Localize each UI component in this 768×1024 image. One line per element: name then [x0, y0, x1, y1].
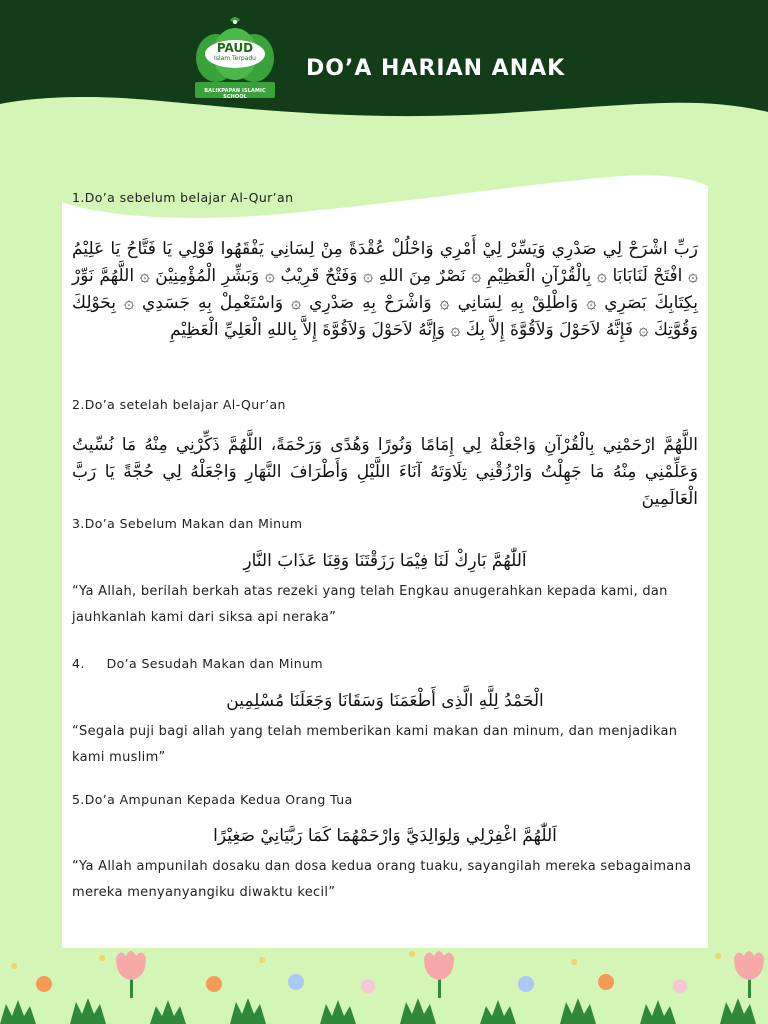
section-title: 5.Do’a Ampunan Kepada Kedua Orang Tua — [72, 792, 353, 807]
arabic-prayer: اَللّٰهُمَّ بَارِكْ لَنَا فِيْمَا رَزَقْتَنَا وَقِنَا عَذَابَ النَّارِ — [243, 551, 527, 571]
arabic-prayer: الْحَمْدُ لِلَّهِ الَّذِى أَطْعَمَنَا وَسَقَانَا وَجَعَلَنَا مُسْلِمِين — [226, 691, 544, 711]
arabic-prayer: اللَّهُمَّ ارْحَمْنِي بِالْقُرْآنِ وَاجْعَلْهُ لِي إِمَامًا وَنُورًا وَهُدًى وَرَحْمَةً، اللَّهُمَّ ذَكِّرْنِي مِنْهُ مَا نُسِّيتُ وَعَلِّمْنِي مِنْهُ مَا جَهِلْتُ وَارْزُقْنِي تِلَاوَتَهُ آنَاءَ اللَّيْلِ وَأَطْرَافَ النَّهَارِ وَاجْعَلْهُ لِي حُجَّةً يَا رَبَّ الْعَالَمِينَ — [72, 435, 698, 509]
section-title: 3.Do’a Sebelum Makan dan Minum — [72, 516, 303, 531]
flower-footer-decoration — [0, 940, 768, 1024]
section-title: 4. Do’a Sesudah Makan dan Minum — [72, 656, 324, 671]
arabic-prayer: رَبِّ اشْرَحْ لِي صَدْرِي وَيَسِّرْ لِيْ أَمْرِي وَاحْلُلْ عُقْدَةً مِنْ لِسَانِي يَفْقَهُوا قَوْلِي يَا فَتَّاحُ يَا عَلِيْمُ ۞ افْتَحْ لَنَابَابَا ۞ بِالْقُرْآنِ الْعَظِيْمِ ۞ نَصْرٌ مِنَ اللهِ ۞ وَفَتْحٌ قَرِيْبٌ ۞ وَبَشِّرِ الْمُؤْمِنِيْنَ ۞ اللَّهُمَّ نَوِّرْ بِكِتَابِكَ بَصَرِي ۞ وَاطْلِقْ بِهِ لِسَانِي ۞ وَاشْرَحْ بِهِ صَدْرِي ۞ وَاسْتَعْمِلْ بِهِ جَسَدِي ۞ بِحَوْلِكَ وَقُوَّتِكَ ۞ فَإِنَّهُ لاَحَوْلَ وَلاَقُوَّةَ إِلاَّ بِكَ ۞ وَإِنَّهُ لاَحَوْلَ وَلاَقُوَّةَ إِلاَّ بِاللهِ الْعَلِيِّ الْعَظِيْمِ — [72, 239, 698, 340]
section-title: 2.Do’a setelah belajar Al-Qur’an — [72, 397, 286, 412]
arabic-prayer: اَللّٰهُمَّ اغْفِرْلِي وَلِوَالِدَيَّ وَارْحَمْهُمَا كَمَا رَبَّيَانِيْ صَغِيْرًا — [213, 826, 557, 846]
translation-text: “Ya Allah ampunilah dosaku dan dosa kedua orang tuaku, sayangilah mereka sebagaimana mereka menyanyangiku diwaktu kecil” — [72, 859, 692, 900]
page-title: DO’A HARIAN ANAK — [306, 56, 566, 81]
logo-school-name: BALIKPAPAN ISLAMIC SCHOOL — [204, 88, 266, 100]
section-title: 1.Do’a sebelum belajar Al-Qur’an — [72, 190, 294, 205]
translation-text: “Ya Allah, berilah berkah atas rezeki yang telah Engkau anugerahkan kepada kami, dan jauhkanlah kami dari siksa api neraka” — [72, 584, 668, 625]
logo-subtitle: Islam Terpadu — [214, 55, 256, 62]
translation-text: “Segala puji bagi allah yang telah memberikan kami makan dan minum, dan menjadikan kami muslim” — [72, 724, 678, 765]
grass-icon — [0, 998, 756, 1024]
logo-paud-text: PAUD — [216, 41, 254, 55]
